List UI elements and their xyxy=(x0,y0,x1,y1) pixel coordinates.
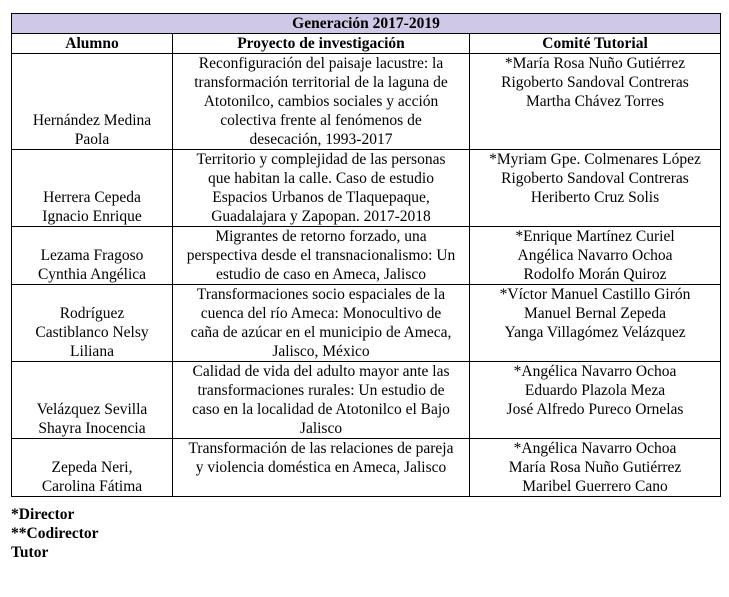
generation-table xyxy=(11,13,721,497)
footnote-director: *Director xyxy=(11,506,75,523)
comite-cell-line: María Rosa Nuño Gutiérrez xyxy=(508,459,682,476)
alumno-cell-line: Ignacio Enrique xyxy=(42,208,142,225)
comite-cell-line: Manuel Bernal Zepeda xyxy=(524,305,667,322)
header-row xyxy=(12,34,721,54)
proyecto-cell-line: transformaciones rurales: Un estudio de xyxy=(197,382,445,399)
proyecto-cell-line: Transformaciones socio espaciales de la xyxy=(196,286,446,303)
proyecto-cell xyxy=(173,227,470,285)
alumno-cell-line: Velázquez Sevilla xyxy=(36,401,148,418)
proyecto-cell-line: caña de azúcar en el municipio de Ameca, xyxy=(190,324,452,341)
proyecto-cell-line: Jalisco xyxy=(299,420,343,437)
alumno-cell-line: Liliana xyxy=(70,343,114,360)
alumno-cell-line: Rodríguez xyxy=(59,305,125,322)
proyecto-cell xyxy=(173,54,470,150)
proyecto-cell-line: y violencia doméstica en Ameca, Jalisco xyxy=(195,459,447,476)
column-header-proyecto: Proyecto de investigación xyxy=(173,34,470,54)
proyecto-cell-line: que habitan la calle. Caso de estudio xyxy=(208,170,434,187)
comite-cell xyxy=(470,54,721,150)
comite-cell xyxy=(470,227,721,285)
comite-cell-line: Yanga Villagómez Velázquez xyxy=(504,324,686,341)
proyecto-cell-line: Reconfiguración del paisaje lacustre: la xyxy=(198,55,444,72)
proyecto-cell-line: Guadalajara y Zapopan. 2017-2018 xyxy=(211,208,431,225)
table-row xyxy=(12,439,721,497)
proyecto-cell-line: estudio de caso en Ameca, Jalisco xyxy=(215,266,427,283)
comite-cell-line: *María Rosa Nuño Gutiérrez xyxy=(504,55,686,72)
proyecto-cell-line: Atotonilco, cambios sociales y acción xyxy=(203,93,439,110)
comite-cell-line: *Angélica Navarro Ochoa xyxy=(513,440,677,457)
proyecto-cell xyxy=(173,439,470,497)
footnote-tutor: Tutor xyxy=(11,544,49,561)
comite-cell-line: Maribel Guerrero Cano xyxy=(522,478,668,495)
comite-cell-line: Heriberto Cruz Solis xyxy=(530,189,660,206)
alumno-cell-line: Carolina Fátima xyxy=(41,478,143,495)
alumno-cell xyxy=(12,362,173,439)
footnote-codirector: **Codirector xyxy=(11,525,99,542)
proyecto-cell-line: Jalisco, México xyxy=(272,343,370,360)
proyecto-cell xyxy=(173,150,470,227)
proyecto-cell-line: desecación, 1993-2017 xyxy=(249,131,393,148)
alumno-cell-line: Castiblanco Nelsy xyxy=(35,324,149,341)
proyecto-cell-line: colectiva frente al fenómenos de xyxy=(220,112,422,129)
proyecto-cell-line: caso en la localidad de Atotonilco el Bajo xyxy=(192,401,450,418)
title-row xyxy=(12,14,721,34)
comite-cell-line: *Angélica Navarro Ochoa xyxy=(513,363,677,380)
comite-cell-line: Martha Chávez Torres xyxy=(525,93,665,110)
column-header-comite: Comité Tutorial xyxy=(470,34,721,54)
alumno-cell-line: Herrera Cepeda xyxy=(43,189,141,206)
column-header-alumno: Alumno xyxy=(12,34,173,54)
alumno-cell xyxy=(12,227,173,285)
proyecto-cell-line: Espacios Urbanos de Tlaquepaque, xyxy=(212,189,430,206)
comite-cell-line: José Alfredo Pureco Ornelas xyxy=(506,401,684,418)
proyecto-cell-line: perspectiva desde el transnacionalismo: Un xyxy=(186,247,456,264)
alumno-cell xyxy=(12,150,173,227)
comite-cell-line: *Víctor Manuel Castillo Girón xyxy=(499,286,691,303)
alumno-cell-line: Lezama Fragoso xyxy=(40,247,144,264)
proyecto-cell-line: Territorio y complejidad de las personas xyxy=(196,151,446,168)
table-title: Generación 2017-2019 xyxy=(12,14,721,34)
alumno-cell-line: Hernández Medina xyxy=(32,112,152,129)
comite-cell-line: Angélica Navarro Ochoa xyxy=(517,247,673,264)
alumno-cell xyxy=(12,54,173,150)
alumno-cell xyxy=(12,285,173,362)
proyecto-cell-line: cuenca del río Ameca: Monocultivo de xyxy=(200,305,442,322)
table-row xyxy=(12,54,721,150)
proyecto-cell-line: Transformación de las relaciones de pareja xyxy=(188,440,454,457)
comite-cell xyxy=(470,439,721,497)
alumno-cell xyxy=(12,439,173,497)
alumno-cell-line: Paola xyxy=(74,131,110,148)
alumno-cell-line: Zepeda Neri, xyxy=(51,459,133,476)
comite-cell-line: Eduardo Plazola Meza xyxy=(524,382,666,399)
table-row xyxy=(12,227,721,285)
proyecto-cell xyxy=(173,362,470,439)
comite-cell-line: Rigoberto Sandoval Contreras xyxy=(501,74,689,91)
footnotes xyxy=(11,505,99,562)
table-row xyxy=(12,362,721,439)
proyecto-cell-line: Migrantes de retorno forzado, una xyxy=(215,228,427,245)
comite-cell xyxy=(470,362,721,439)
comite-cell-line: *Myriam Gpe. Colmenares López xyxy=(489,151,701,168)
comite-cell xyxy=(470,150,721,227)
comite-cell-line: *Enrique Martínez Curiel xyxy=(515,228,675,245)
comite-cell-line: Rigoberto Sandoval Contreras xyxy=(501,170,689,187)
proyecto-cell xyxy=(173,285,470,362)
proyecto-cell-line: transformación territorial de la laguna de xyxy=(194,74,448,91)
alumno-cell-line: Cynthia Angélica xyxy=(37,266,147,283)
proyecto-cell-line: Calidad de vida del adulto mayor ante las xyxy=(192,363,450,380)
table-row xyxy=(12,150,721,227)
comite-cell xyxy=(470,285,721,362)
table-row xyxy=(12,285,721,362)
alumno-cell-line: Shayra Inocencia xyxy=(38,420,146,437)
comite-cell-line: Rodolfo Morán Quiroz xyxy=(523,266,667,283)
table-body xyxy=(12,54,721,497)
